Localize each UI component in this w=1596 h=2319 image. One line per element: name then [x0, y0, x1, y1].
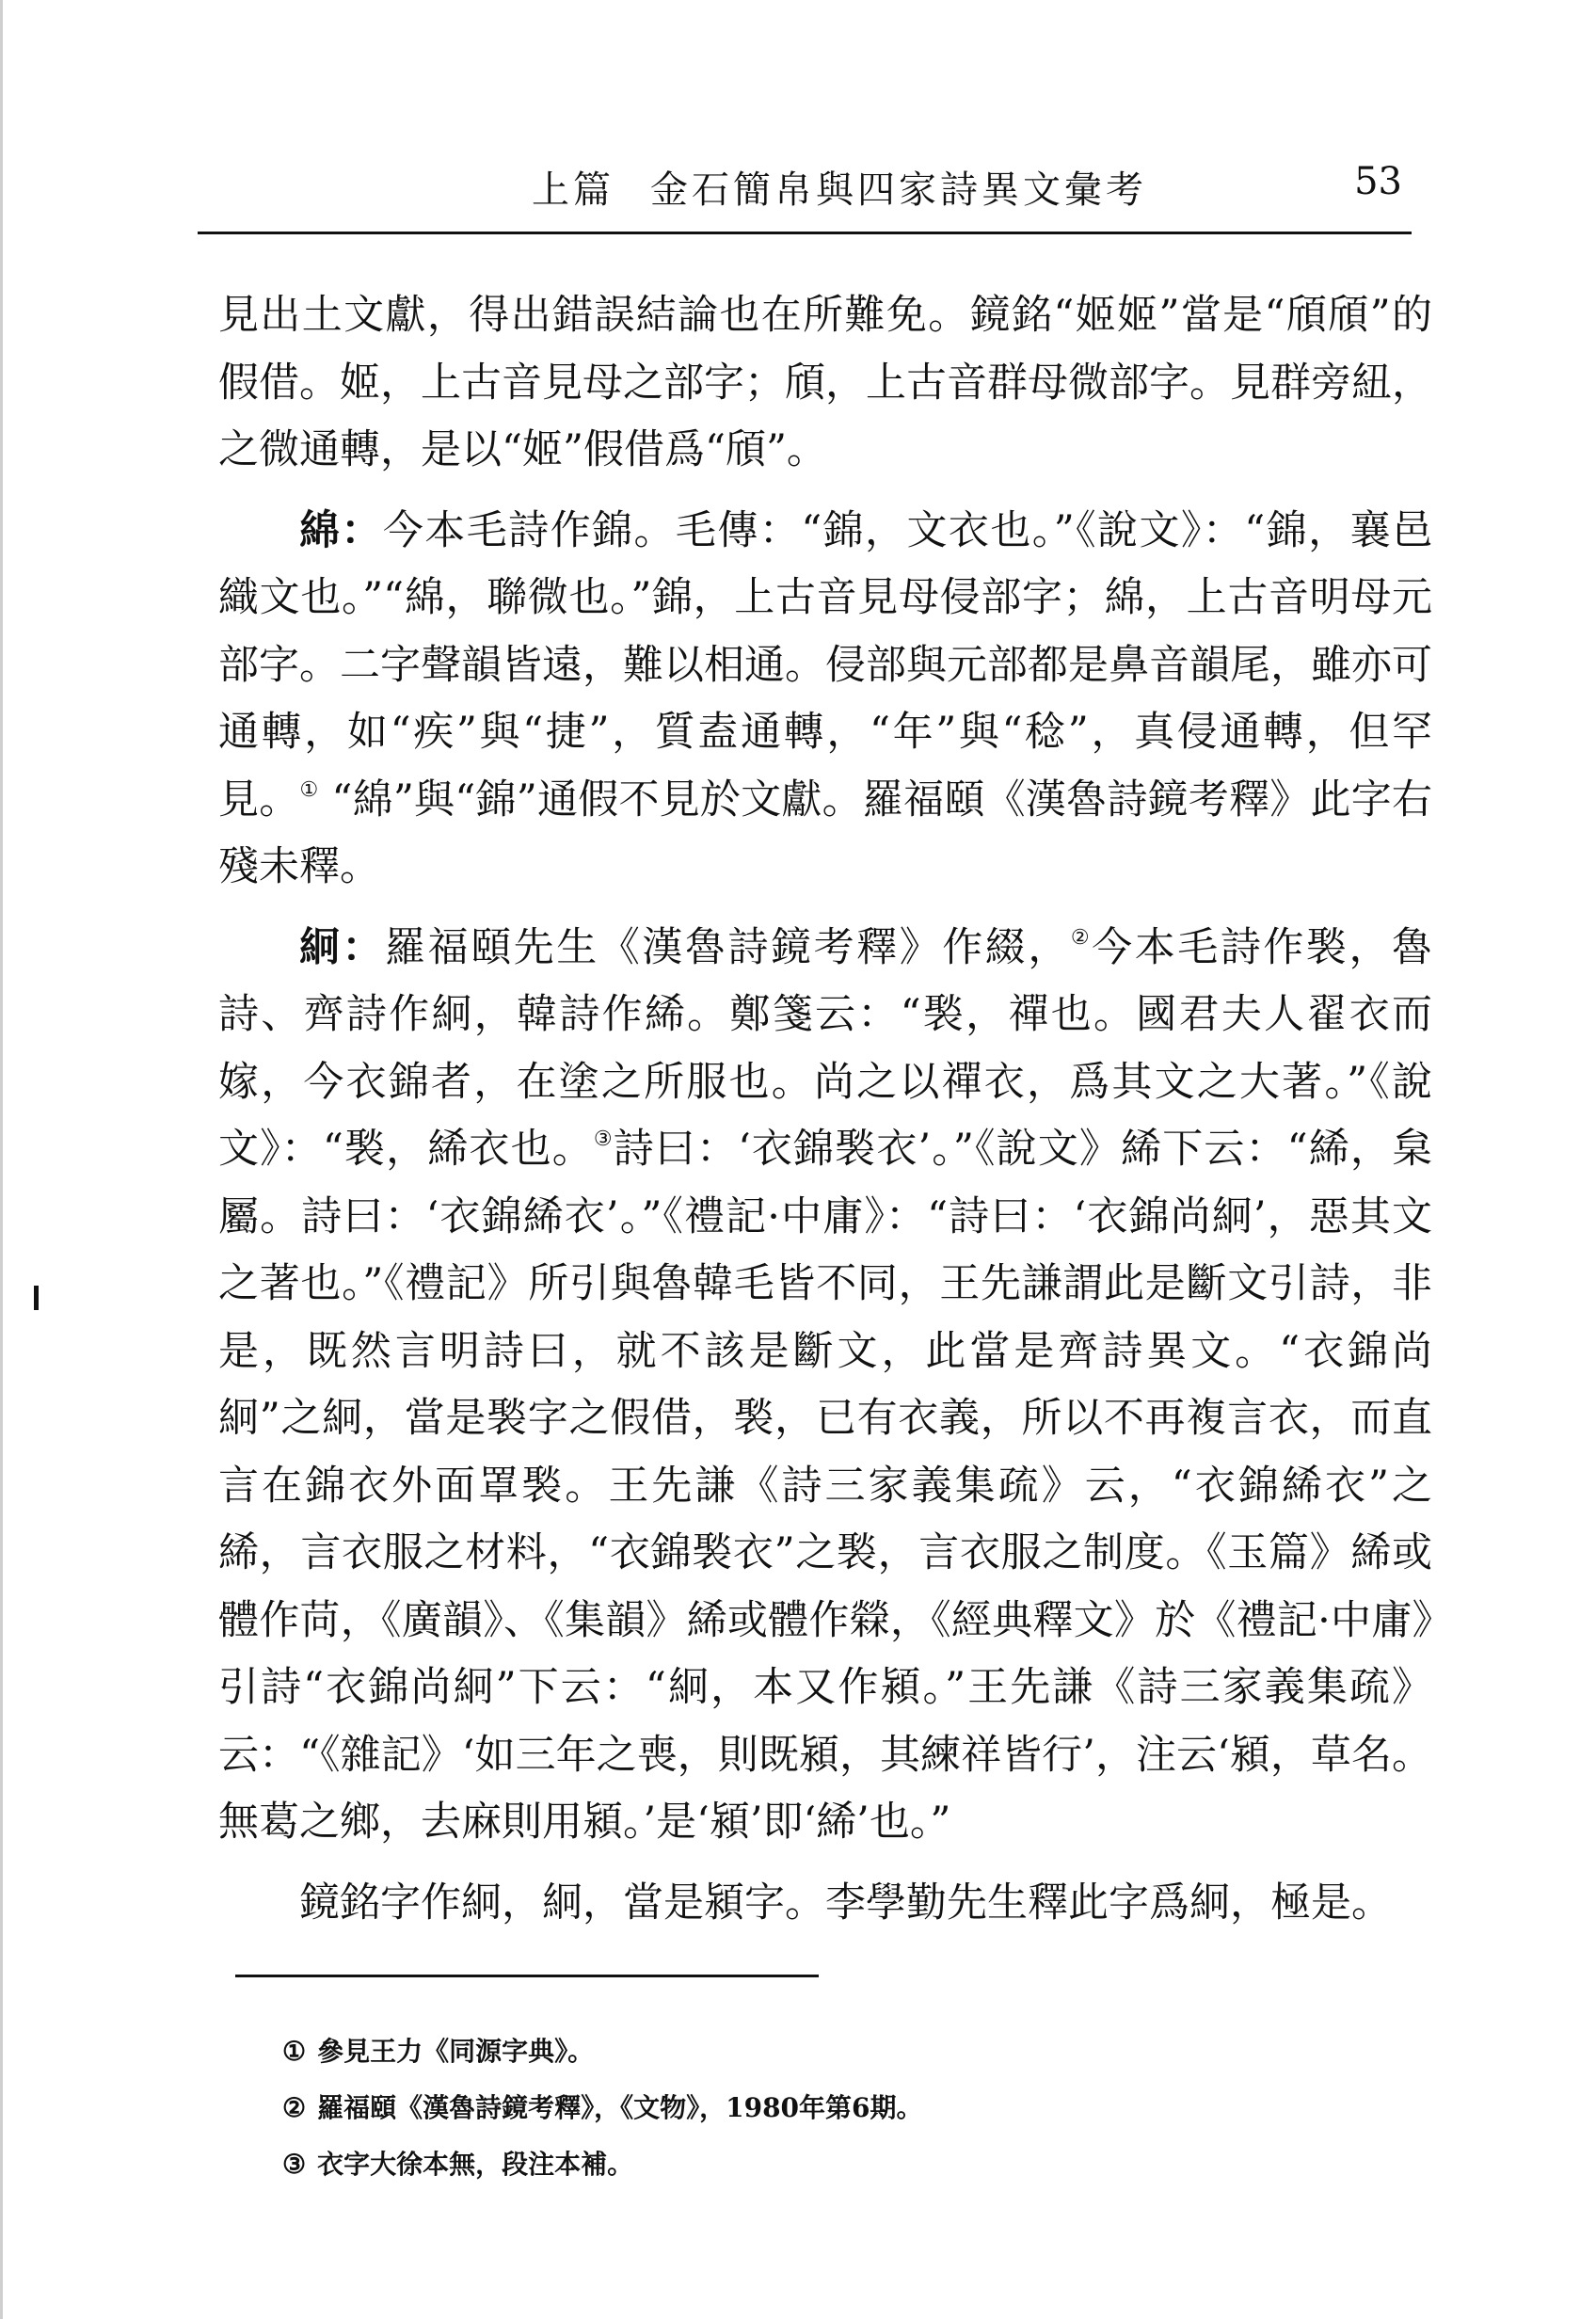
footnote-2	[282, 2080, 1317, 2136]
header-rule	[198, 232, 1412, 234]
footnote-rule	[235, 1975, 819, 1977]
footnote-ref-3[interactable]: ③	[593, 1128, 614, 1151]
page-edge	[0, 0, 3, 2319]
paragraph-text-cont: “綿”與“錦”通假不見於文獻。羅福頤《漢魯詩鏡考釋》此字右殘未釋。	[218, 776, 1432, 890]
page-number: 53	[1354, 160, 1402, 203]
footnote-ref-2[interactable]: ②	[1070, 925, 1093, 950]
footnote-text: 羅福頤《漢魯詩鏡考釋》，《文物》，1980年第6期。	[317, 2092, 923, 2123]
paragraph-3	[218, 915, 1432, 1857]
body-text	[218, 282, 1432, 1937]
paragraph-4	[218, 1870, 1432, 1938]
footnote-mark: ②	[282, 2092, 307, 2123]
paragraph-text: 羅福頤先生《漢魯詩鏡考釋》作綴，	[385, 923, 1071, 971]
header-section: 上篇	[532, 168, 614, 212]
entry-term: 綿：	[299, 506, 383, 554]
footnote-mark: ①	[282, 2036, 307, 2067]
paragraph-text-cont: 詩曰：‘衣錦褧衣’。”《說文》絺下云：“絺，枲屬。詩曰：‘衣錦絺衣’。”《禮記·中庸》：“詩曰：‘衣錦尚絅’，惡其文之著也。”《禮記》所引與魯韓毛皆不同，王先謙謂此是斷文引詩，非是，既然言明詩曰，就不該是斷文，此當是齊詩異文。“衣錦尚絅”之絅，當是褧字之假借，褧，已有衣義，所以不再複言衣，而直言在錦衣外面罩褧。王先謙《詩三家義集疏》云，“衣錦絺衣”之絺，言衣服之材料，“衣錦褧衣”之褧，言衣服之制度。《玉篇》絺或體作苘，《廣韻》、《集韻》絺或體作檾，《經典釋文》於《禮記·中庸》引詩“衣錦尚絅”下云：“絅，本又作潁。”王先謙《詩三家義集疏》云：“《雜記》‘如三年之喪，則既潁，其練祥皆行’，注云‘潁，草名。無葛之鄉，去麻則用潁。’是‘潁’即‘絺’也。”	[218, 1126, 1432, 1846]
footnotes	[282, 2023, 1317, 2193]
paragraph-text: 鏡銘字作絅，絅，當是潁字。李學勤先生釋此字爲絅，極是。	[299, 1879, 1392, 1927]
footnote-1	[282, 2023, 1317, 2080]
footnote-mark: ③	[282, 2149, 307, 2180]
paragraph-text: 見出土文獻，得出錯誤結論也在所難免。鏡銘“姬姬”當是“頎頎”的假借。姬，上古音見母之部字；頎，上古音群母微部字。見群旁紐，之微通轉，是以“姬”假借爲“頎”。	[218, 292, 1432, 473]
paragraph-text-cont: 今本毛詩作褧，魯詩、齊詩作絅，韓詩作絺。鄭箋云：“褧，禪也。國君夫人翟衣而嫁，今衣錦者，在塗之所服也。尚之以禪衣，爲其文之大著。”《說文》：“褧，絺衣也。	[218, 923, 1433, 1173]
header-title	[532, 160, 1147, 214]
scan-speck	[34, 1286, 39, 1310]
footnote-text: 參見王力《同源字典》。	[317, 2036, 595, 2067]
running-header	[198, 160, 1402, 226]
paragraph-1	[218, 282, 1432, 485]
header-book-title: 金石簡帛與四家詩異文彙考	[650, 168, 1147, 212]
paragraph-2	[218, 498, 1432, 902]
entry-term: 絅：	[299, 923, 386, 971]
footnote-3	[282, 2136, 1317, 2193]
footnote-ref-1[interactable]: ①	[299, 777, 319, 802]
footnote-text: 衣字大徐本無，段注本補。	[317, 2149, 634, 2180]
paragraph-text: 今本毛詩作錦。毛傳：“錦，文衣也。”《說文》：“錦，襄邑織文也。”“綿，聯微也。”錦，上古音見母侵部字；綿，上古音明母元部字。二字聲韻皆遠，難以相通。侵部與元部都是鼻音韻尾，雖亦可通轉，如“疾”與“捷”，質盍通轉，“年”與“稔”，真侵通轉，但罕見。	[218, 506, 1433, 824]
